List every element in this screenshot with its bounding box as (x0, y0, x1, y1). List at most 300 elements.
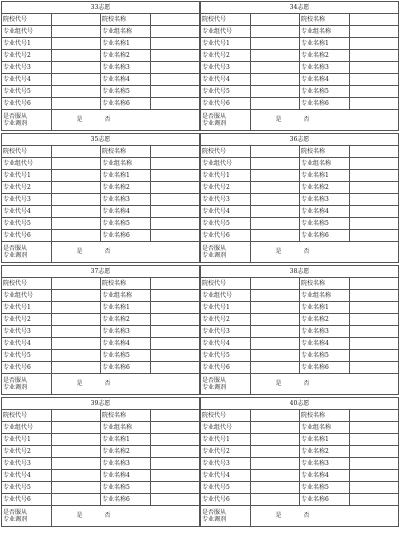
field-input[interactable] (51, 410, 101, 422)
field-input[interactable] (349, 206, 399, 218)
obey-adjust-row (2, 110, 200, 131)
obey-adjust-line1: 是否服从 (3, 509, 28, 516)
field-label: 专业名称2 (300, 446, 350, 458)
field-input[interactable] (150, 314, 200, 326)
field-input[interactable] (150, 494, 200, 506)
volunteer-block (200, 1, 399, 131)
no-option[interactable]: 否 (303, 248, 310, 255)
field-label: 专业名称4 (300, 338, 350, 350)
field-input[interactable] (51, 470, 101, 482)
field-input[interactable] (150, 482, 200, 494)
field-label: 专业组名称 (101, 158, 151, 170)
field-label: 专业组名称 (300, 26, 350, 38)
field-input[interactable] (51, 158, 101, 170)
field-input[interactable] (150, 326, 200, 338)
field-input[interactable] (349, 170, 399, 182)
form-row (201, 230, 399, 242)
field-input[interactable] (349, 98, 399, 110)
field-label: 专业名称6 (300, 98, 350, 110)
field-input[interactable] (250, 290, 300, 302)
field-label: 专业代号2 (201, 50, 251, 62)
form-row (201, 470, 399, 482)
form-row (201, 26, 399, 38)
field-label: 院校代号 (2, 146, 52, 158)
form-row (201, 170, 399, 182)
no-option[interactable]: 否 (104, 248, 111, 255)
form-row (2, 434, 200, 446)
field-label: 专业名称6 (300, 362, 350, 374)
field-input[interactable] (349, 338, 399, 350)
obey-adjust-line1: 是否服从 (202, 113, 227, 120)
field-input[interactable] (250, 302, 300, 314)
field-input[interactable] (349, 446, 399, 458)
field-label: 专业名称5 (300, 482, 350, 494)
field-input[interactable] (150, 14, 200, 26)
field-input[interactable] (250, 446, 300, 458)
field-label: 专业代号2 (201, 446, 251, 458)
field-input[interactable] (349, 362, 399, 374)
field-input[interactable] (51, 302, 101, 314)
field-input[interactable] (51, 194, 101, 206)
field-label: 专业代号3 (201, 194, 251, 206)
field-input[interactable] (51, 182, 101, 194)
field-input[interactable] (51, 422, 101, 434)
field-input[interactable] (349, 146, 399, 158)
field-input[interactable] (250, 218, 300, 230)
field-input[interactable] (250, 470, 300, 482)
field-input[interactable] (250, 62, 300, 74)
form-row (201, 86, 399, 98)
field-label: 专业名称5 (101, 86, 151, 98)
field-input[interactable] (250, 74, 300, 86)
field-input[interactable] (250, 14, 300, 26)
field-input[interactable] (349, 314, 399, 326)
yes-option[interactable]: 是 (76, 512, 83, 519)
field-input[interactable] (150, 278, 200, 290)
form-row (201, 482, 399, 494)
field-input[interactable] (250, 98, 300, 110)
field-input[interactable] (250, 422, 300, 434)
field-input[interactable] (51, 38, 101, 50)
field-input[interactable] (349, 218, 399, 230)
field-input[interactable] (349, 194, 399, 206)
field-input[interactable] (51, 446, 101, 458)
obey-adjust-line1: 是否服从 (3, 245, 28, 252)
form-row (201, 38, 399, 50)
field-input[interactable] (150, 218, 200, 230)
obey-adjust-line1: 是否服从 (202, 245, 227, 252)
field-input[interactable] (349, 50, 399, 62)
form-row (2, 230, 200, 242)
form-row (2, 182, 200, 194)
field-input[interactable] (250, 194, 300, 206)
field-input[interactable] (150, 434, 200, 446)
field-label: 专业组代号 (2, 158, 52, 170)
field-input[interactable] (250, 26, 300, 38)
obey-adjust-label (201, 242, 251, 263)
field-input[interactable] (250, 158, 300, 170)
field-input[interactable] (51, 50, 101, 62)
yes-option[interactable]: 是 (76, 380, 83, 387)
field-input[interactable] (51, 98, 101, 110)
form-row (2, 38, 200, 50)
field-input[interactable] (150, 74, 200, 86)
field-input[interactable] (150, 290, 200, 302)
field-label: 专业代号5 (2, 482, 52, 494)
field-label: 院校代号 (201, 14, 251, 26)
field-label: 专业代号6 (201, 362, 251, 374)
field-input[interactable] (150, 86, 200, 98)
field-input[interactable] (150, 422, 200, 434)
field-label: 专业名称5 (300, 218, 350, 230)
field-input[interactable] (150, 146, 200, 158)
field-input[interactable] (250, 314, 300, 326)
volunteer-title: 34志愿 (201, 2, 399, 14)
obey-adjust-label (201, 110, 251, 131)
form-row (2, 338, 200, 350)
field-input[interactable] (150, 194, 200, 206)
field-input[interactable] (250, 170, 300, 182)
form-row (201, 338, 399, 350)
form-row (2, 470, 200, 482)
field-label: 专业名称2 (101, 182, 151, 194)
form-row (2, 86, 200, 98)
field-input[interactable] (150, 26, 200, 38)
field-label: 专业名称6 (300, 230, 350, 242)
field-label: 专业代号2 (2, 314, 52, 326)
field-label: 院校名称 (101, 146, 151, 158)
form-row (2, 410, 200, 422)
field-label: 专业代号6 (201, 494, 251, 506)
volunteer-block (1, 265, 200, 395)
field-input[interactable] (51, 362, 101, 374)
field-label: 专业代号5 (2, 350, 52, 362)
yes-option[interactable]: 是 (275, 380, 282, 387)
obey-adjust-label (201, 374, 251, 395)
field-label: 专业名称6 (101, 362, 151, 374)
no-option[interactable]: 否 (104, 512, 111, 519)
form-row (2, 482, 200, 494)
field-input[interactable] (51, 62, 101, 74)
field-label: 专业名称5 (300, 350, 350, 362)
field-input[interactable] (150, 302, 200, 314)
field-input[interactable] (150, 98, 200, 110)
volunteer-table (1, 265, 200, 395)
volunteer-table (1, 397, 200, 527)
field-label: 专业名称3 (101, 458, 151, 470)
form-row (2, 74, 200, 86)
field-input[interactable] (51, 494, 101, 506)
field-input[interactable] (51, 74, 101, 86)
volunteer-block (200, 133, 399, 263)
obey-adjust-label (2, 110, 52, 131)
field-label: 院校名称 (101, 278, 151, 290)
field-label: 专业组代号 (2, 422, 52, 434)
field-label: 专业组代号 (201, 422, 251, 434)
field-input[interactable] (250, 86, 300, 98)
field-label: 专业代号2 (201, 314, 251, 326)
form-row (2, 458, 200, 470)
field-input[interactable] (150, 170, 200, 182)
obey-adjust-line2: 专业调剂 (202, 516, 227, 523)
field-label: 专业代号1 (2, 302, 52, 314)
field-label: 专业名称3 (300, 194, 350, 206)
field-label: 院校名称 (101, 410, 151, 422)
form-row (2, 14, 200, 26)
field-input[interactable] (349, 482, 399, 494)
field-input[interactable] (250, 458, 300, 470)
obey-adjust-line1: 是否服从 (3, 113, 28, 120)
field-input[interactable] (51, 326, 101, 338)
field-input[interactable] (150, 410, 200, 422)
field-label: 专业代号5 (201, 350, 251, 362)
field-input[interactable] (51, 290, 101, 302)
field-label: 专业名称6 (101, 98, 151, 110)
field-label: 专业代号1 (201, 434, 251, 446)
form-row (2, 98, 200, 110)
field-input[interactable] (349, 182, 399, 194)
obey-adjust-row (2, 242, 200, 263)
field-label: 专业组名称 (300, 158, 350, 170)
field-label: 院校名称 (300, 14, 350, 26)
field-label: 专业代号5 (201, 218, 251, 230)
no-option[interactable]: 否 (303, 380, 310, 387)
field-input[interactable] (349, 410, 399, 422)
field-label: 专业代号6 (2, 494, 52, 506)
field-label: 专业名称1 (101, 38, 151, 50)
volunteer-block (200, 397, 399, 527)
field-label: 专业代号5 (201, 86, 251, 98)
obey-adjust-line2: 专业调剂 (3, 120, 28, 127)
field-input[interactable] (349, 86, 399, 98)
field-input[interactable] (150, 230, 200, 242)
field-input[interactable] (349, 158, 399, 170)
field-label: 院校代号 (2, 278, 52, 290)
field-label: 专业代号4 (2, 74, 52, 86)
volunteer-table (200, 397, 399, 527)
field-label: 专业名称2 (300, 182, 350, 194)
field-input[interactable] (51, 218, 101, 230)
field-input[interactable] (349, 38, 399, 50)
field-label: 专业代号2 (2, 50, 52, 62)
field-label: 专业名称2 (300, 314, 350, 326)
form-row (2, 218, 200, 230)
obey-adjust-line1: 是否服从 (202, 509, 227, 516)
field-input[interactable] (349, 26, 399, 38)
obey-adjust-label (201, 506, 251, 527)
obey-adjust-line2: 专业调剂 (202, 120, 227, 127)
field-input[interactable] (349, 470, 399, 482)
field-input[interactable] (51, 482, 101, 494)
form-row (2, 290, 200, 302)
form-row (2, 350, 200, 362)
field-label: 专业名称3 (300, 458, 350, 470)
field-input[interactable] (250, 434, 300, 446)
yes-option[interactable]: 是 (275, 116, 282, 123)
volunteer-title: 33志愿 (2, 2, 200, 14)
field-input[interactable] (150, 458, 200, 470)
field-input[interactable] (250, 338, 300, 350)
obey-adjust-label (2, 374, 52, 395)
field-input[interactable] (349, 278, 399, 290)
field-label: 专业代号3 (201, 326, 251, 338)
field-input[interactable] (150, 158, 200, 170)
field-input[interactable] (349, 326, 399, 338)
no-option[interactable]: 否 (104, 380, 111, 387)
field-input[interactable] (250, 38, 300, 50)
obey-adjust-line1: 是否服从 (202, 377, 227, 384)
field-input[interactable] (250, 146, 300, 158)
obey-adjust-line2: 专业调剂 (3, 252, 28, 259)
field-input[interactable] (150, 446, 200, 458)
form-row (2, 170, 200, 182)
obey-adjust-line2: 专业调剂 (202, 384, 227, 391)
volunteer-title: 40志愿 (201, 398, 399, 410)
field-input[interactable] (250, 230, 300, 242)
field-input[interactable] (349, 230, 399, 242)
field-label: 专业组代号 (2, 26, 52, 38)
yes-option[interactable]: 是 (76, 248, 83, 255)
form-row (201, 62, 399, 74)
field-input[interactable] (349, 62, 399, 74)
field-input[interactable] (349, 350, 399, 362)
no-option[interactable]: 否 (303, 116, 310, 123)
field-label: 专业名称5 (101, 350, 151, 362)
field-input[interactable] (250, 182, 300, 194)
form-row (2, 314, 200, 326)
field-input[interactable] (51, 206, 101, 218)
no-option[interactable]: 否 (303, 512, 310, 519)
field-input[interactable] (51, 230, 101, 242)
obey-adjust-row (201, 506, 399, 527)
form-row (201, 74, 399, 86)
field-label: 专业代号2 (2, 182, 52, 194)
field-input[interactable] (349, 14, 399, 26)
field-input[interactable] (250, 410, 300, 422)
form-row (2, 422, 200, 434)
field-input[interactable] (250, 362, 300, 374)
obey-adjust-row (2, 506, 200, 527)
field-label: 专业代号1 (2, 434, 52, 446)
volunteer-block (1, 133, 200, 263)
field-input[interactable] (150, 350, 200, 362)
field-input[interactable] (349, 302, 399, 314)
field-input[interactable] (51, 26, 101, 38)
field-input[interactable] (51, 278, 101, 290)
form-row (201, 50, 399, 62)
volunteer-title: 38志愿 (201, 266, 399, 278)
form-row (201, 458, 399, 470)
field-input[interactable] (150, 470, 200, 482)
field-input[interactable] (349, 422, 399, 434)
field-input[interactable] (150, 338, 200, 350)
field-label: 专业名称1 (300, 170, 350, 182)
field-input[interactable] (51, 146, 101, 158)
field-input[interactable] (51, 338, 101, 350)
field-input[interactable] (150, 50, 200, 62)
form-row (201, 302, 399, 314)
field-label: 专业代号4 (201, 338, 251, 350)
field-input[interactable] (349, 458, 399, 470)
field-label: 专业代号2 (201, 182, 251, 194)
field-label: 专业代号1 (201, 38, 251, 50)
field-input[interactable] (150, 206, 200, 218)
field-input[interactable] (349, 74, 399, 86)
field-input[interactable] (51, 170, 101, 182)
field-input[interactable] (250, 326, 300, 338)
field-label: 专业代号6 (2, 230, 52, 242)
obey-adjust-row (2, 374, 200, 395)
obey-adjust-label (2, 242, 52, 263)
field-input[interactable] (150, 362, 200, 374)
form-row (2, 446, 200, 458)
field-label: 院校代号 (2, 410, 52, 422)
form-row (201, 434, 399, 446)
form-row (201, 422, 399, 434)
field-input[interactable] (51, 314, 101, 326)
field-input[interactable] (250, 350, 300, 362)
form-row (2, 62, 200, 74)
field-label: 专业名称4 (101, 470, 151, 482)
field-input[interactable] (349, 434, 399, 446)
form-row (2, 50, 200, 62)
yes-option[interactable]: 是 (275, 512, 282, 519)
field-input[interactable] (150, 182, 200, 194)
field-label: 专业组名称 (101, 26, 151, 38)
field-input[interactable] (51, 458, 101, 470)
obey-adjust-line2: 专业调剂 (3, 516, 28, 523)
field-label: 院校名称 (300, 278, 350, 290)
form-row (201, 326, 399, 338)
field-input[interactable] (349, 290, 399, 302)
field-label: 专业代号3 (2, 326, 52, 338)
field-input[interactable] (250, 494, 300, 506)
field-input[interactable] (250, 50, 300, 62)
field-label: 院校代号 (2, 14, 52, 26)
no-option[interactable]: 否 (104, 116, 111, 123)
field-label: 专业名称4 (101, 74, 151, 86)
field-input[interactable] (250, 206, 300, 218)
field-input[interactable] (150, 62, 200, 74)
field-label: 专业代号4 (2, 470, 52, 482)
field-label: 院校名称 (300, 410, 350, 422)
field-label: 专业代号3 (201, 62, 251, 74)
field-label: 专业代号1 (2, 170, 52, 182)
yes-option[interactable]: 是 (275, 248, 282, 255)
field-label: 专业名称4 (101, 206, 151, 218)
field-label: 专业名称6 (300, 494, 350, 506)
field-label: 专业名称1 (300, 434, 350, 446)
field-label: 专业组代号 (201, 158, 251, 170)
field-input[interactable] (250, 278, 300, 290)
obey-adjust-row (201, 374, 399, 395)
field-label: 专业名称1 (101, 434, 151, 446)
form-row (201, 350, 399, 362)
field-input[interactable] (51, 14, 101, 26)
field-input[interactable] (51, 350, 101, 362)
field-label: 专业代号4 (201, 470, 251, 482)
field-input[interactable] (51, 86, 101, 98)
field-label: 专业名称3 (101, 194, 151, 206)
yes-option[interactable]: 是 (76, 116, 83, 123)
field-input[interactable] (349, 494, 399, 506)
volunteer-table (200, 1, 399, 131)
field-input[interactable] (250, 482, 300, 494)
field-input[interactable] (51, 434, 101, 446)
form-row (2, 326, 200, 338)
field-label: 专业代号2 (2, 446, 52, 458)
field-input[interactable] (150, 38, 200, 50)
